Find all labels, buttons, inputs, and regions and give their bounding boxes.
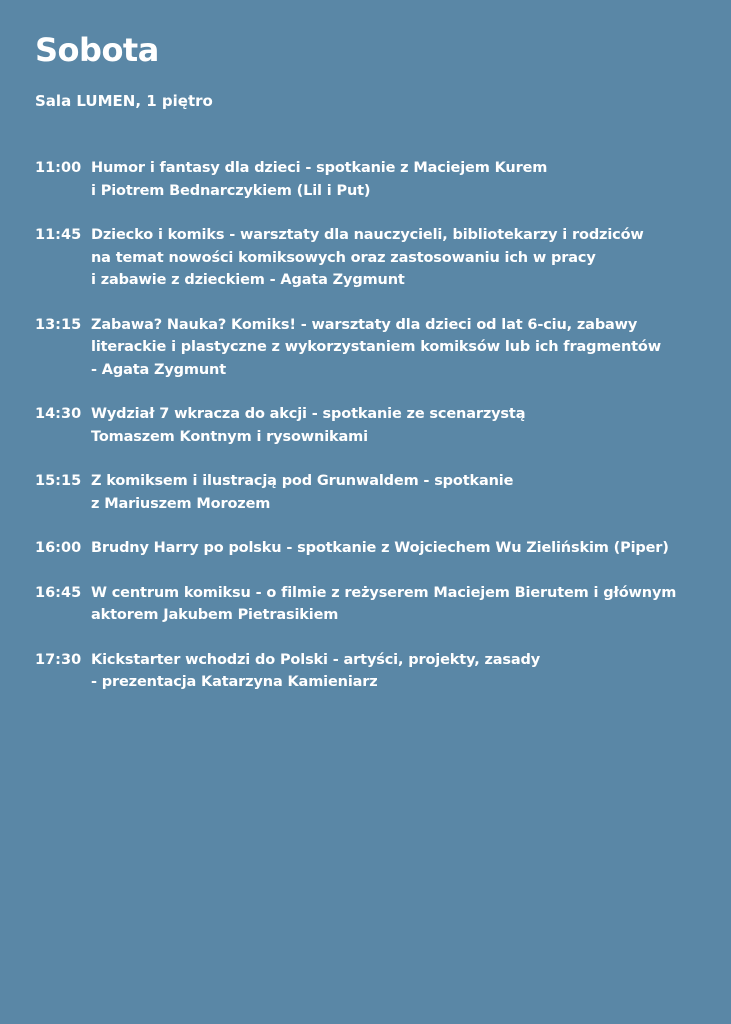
entry-time: 11:45 xyxy=(35,227,82,243)
schedule-entry xyxy=(35,314,695,382)
schedule-entry xyxy=(35,537,695,560)
entry-description: Zabawa? Nauka? Komiks! - warsztaty dla dzieci od lat 6-ciu, zabawy literackie i plastyczne z wykorzystaniem komiksów lub ich fragmentów - Agata Zygmunt xyxy=(91,316,661,378)
entry-time: 15:15 xyxy=(35,473,82,489)
entry-description: Humor i fantasy dla dzieci - spotkanie z Maciejem Kurem i Piotrem Bednarczykiem (Lil i Put) xyxy=(91,160,548,199)
schedule-entry xyxy=(35,224,695,292)
page-title: Sobota xyxy=(35,31,159,69)
entry-time: 17:30 xyxy=(35,651,82,668)
entry-time: 16:00 xyxy=(35,540,82,556)
entry-description: Brudny Harry po polsku - spotkanie z Wojciechem Wu Zielińskim (Piper) xyxy=(91,540,669,556)
entry-time: 16:45 xyxy=(35,584,82,601)
entry-description: Dziecko i komiks - warsztaty dla nauczycieli, bibliotekarzy i rodziców na temat nowości komiksowych oraz zastosowaniu ich w pracy i zabawie z dzieckiem - Agata Zygmunt xyxy=(91,227,644,288)
entry-time: 14:30 xyxy=(35,406,82,422)
venue-subtitle: Sala LUMEN, 1 piętro xyxy=(35,92,213,110)
entry-description: Z komiksem i ilustracją pod Grunwaldem - spotkanie z Mariuszem Morozem xyxy=(91,473,514,512)
schedule-entry xyxy=(35,470,695,515)
schedule-entry xyxy=(35,403,695,448)
entry-description: W centrum komiksu - o filmie z reżyserem Maciejem Bierutem i głównym aktorem Jakubem Pietrasikiem xyxy=(91,584,677,623)
entry-time: 11:00 xyxy=(35,160,82,176)
entry-description: Wydział 7 wkracza do akcji - spotkanie ze scenarzystą Tomaszem Kontnym i rysownikami xyxy=(91,406,526,445)
schedule-entry xyxy=(35,157,695,202)
entry-time: 13:15 xyxy=(35,316,82,333)
schedule-list xyxy=(35,157,695,716)
entry-description: Kickstarter wchodzi do Polski - artyści, projekty, zasady - prezentacja Katarzyna Kamieniarz xyxy=(91,651,541,690)
schedule-entry xyxy=(35,582,695,627)
schedule-entry xyxy=(35,649,695,694)
